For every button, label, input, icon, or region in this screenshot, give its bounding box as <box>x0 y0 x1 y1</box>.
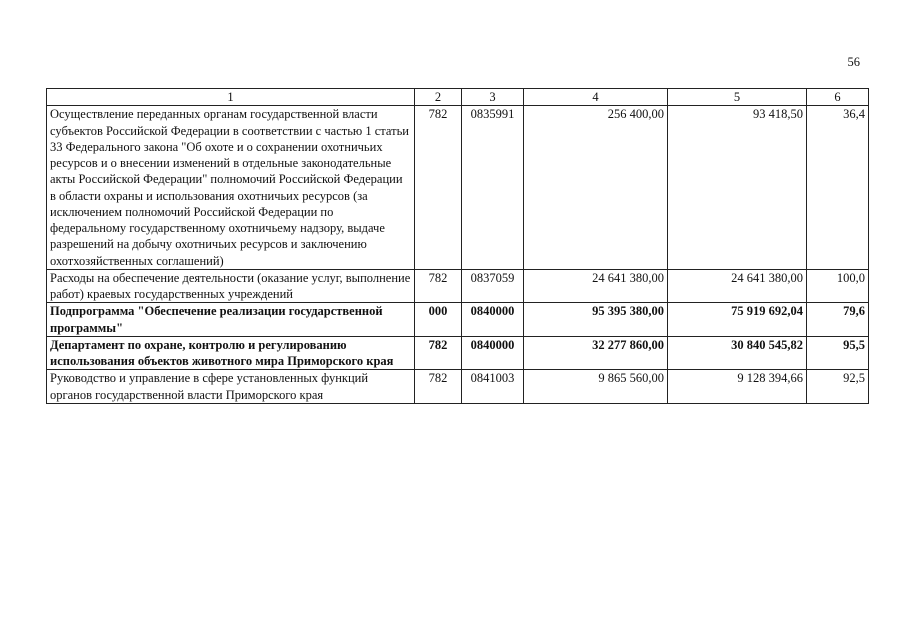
row-planned-cell: 256 400,00 <box>524 106 668 270</box>
row-percent-cell: 100,0 <box>807 269 869 303</box>
table-row <box>47 303 869 337</box>
column-header: 1 <box>47 89 415 106</box>
column-header: 5 <box>668 89 807 106</box>
column-header: 6 <box>807 89 869 106</box>
row-code-cell: 000 <box>415 303 462 337</box>
table-row <box>47 269 869 303</box>
row-article-cell: 0837059 <box>462 269 524 303</box>
page-number: 56 <box>847 55 860 69</box>
row-actual-cell: 75 919 692,04 <box>668 303 807 337</box>
column-header: 3 <box>462 89 524 106</box>
row-code-cell: 782 <box>415 336 462 370</box>
row-article-cell: 0835991 <box>462 106 524 270</box>
row-name-cell: Осуществление переданных органам государственной власти субъектов Российской Федерации в соответствии с частью 1 статьи 33 Федерального закона "Об охоте и о сохранении охотничьих ресурсов и о внесении изменений в отдельные законодательные акты Российской Федерации" полномочий Российской Федерации в области охраны и использования охотничьих ресурсов (за исключением полномочий Российской Федерации по федеральному государственному охотничьему надзору, выдаче разрешений на добычу охотничьих ресурсов и заключению охотхозяйственных соглашений) <box>47 106 415 270</box>
row-actual-cell: 24 641 380,00 <box>668 269 807 303</box>
row-percent-cell: 79,6 <box>807 303 869 337</box>
row-code-cell: 782 <box>415 269 462 303</box>
row-name-cell: Департамент по охране, контролю и регулированию использования объектов животного мира Приморского края <box>47 336 415 370</box>
row-planned-cell: 32 277 860,00 <box>524 336 668 370</box>
row-percent-cell: 92,5 <box>807 370 869 404</box>
row-name-cell: Подпрограмма "Обеспечение реализации государственной программы" <box>47 303 415 337</box>
table-header-row <box>47 89 869 106</box>
table-row <box>47 370 869 404</box>
row-percent-cell: 36,4 <box>807 106 869 270</box>
row-actual-cell: 9 128 394,66 <box>668 370 807 404</box>
row-planned-cell: 9 865 560,00 <box>524 370 668 404</box>
row-actual-cell: 30 840 545,82 <box>668 336 807 370</box>
row-name-cell: Руководство и управление в сфере установленных функций органов государственной власти Приморского края <box>47 370 415 404</box>
budget-table <box>46 88 869 404</box>
row-planned-cell: 95 395 380,00 <box>524 303 668 337</box>
row-article-cell: 0841003 <box>462 370 524 404</box>
row-name-cell: Расходы на обеспечение деятельности (оказание услуг, выполнение работ) краевых государственных учреждений <box>47 269 415 303</box>
row-planned-cell: 24 641 380,00 <box>524 269 668 303</box>
row-article-cell: 0840000 <box>462 336 524 370</box>
column-header: 2 <box>415 89 462 106</box>
table-row <box>47 336 869 370</box>
table-row <box>47 106 869 270</box>
row-percent-cell: 95,5 <box>807 336 869 370</box>
row-code-cell: 782 <box>415 106 462 270</box>
column-header: 4 <box>524 89 668 106</box>
row-actual-cell: 93 418,50 <box>668 106 807 270</box>
row-code-cell: 782 <box>415 370 462 404</box>
row-article-cell: 0840000 <box>462 303 524 337</box>
